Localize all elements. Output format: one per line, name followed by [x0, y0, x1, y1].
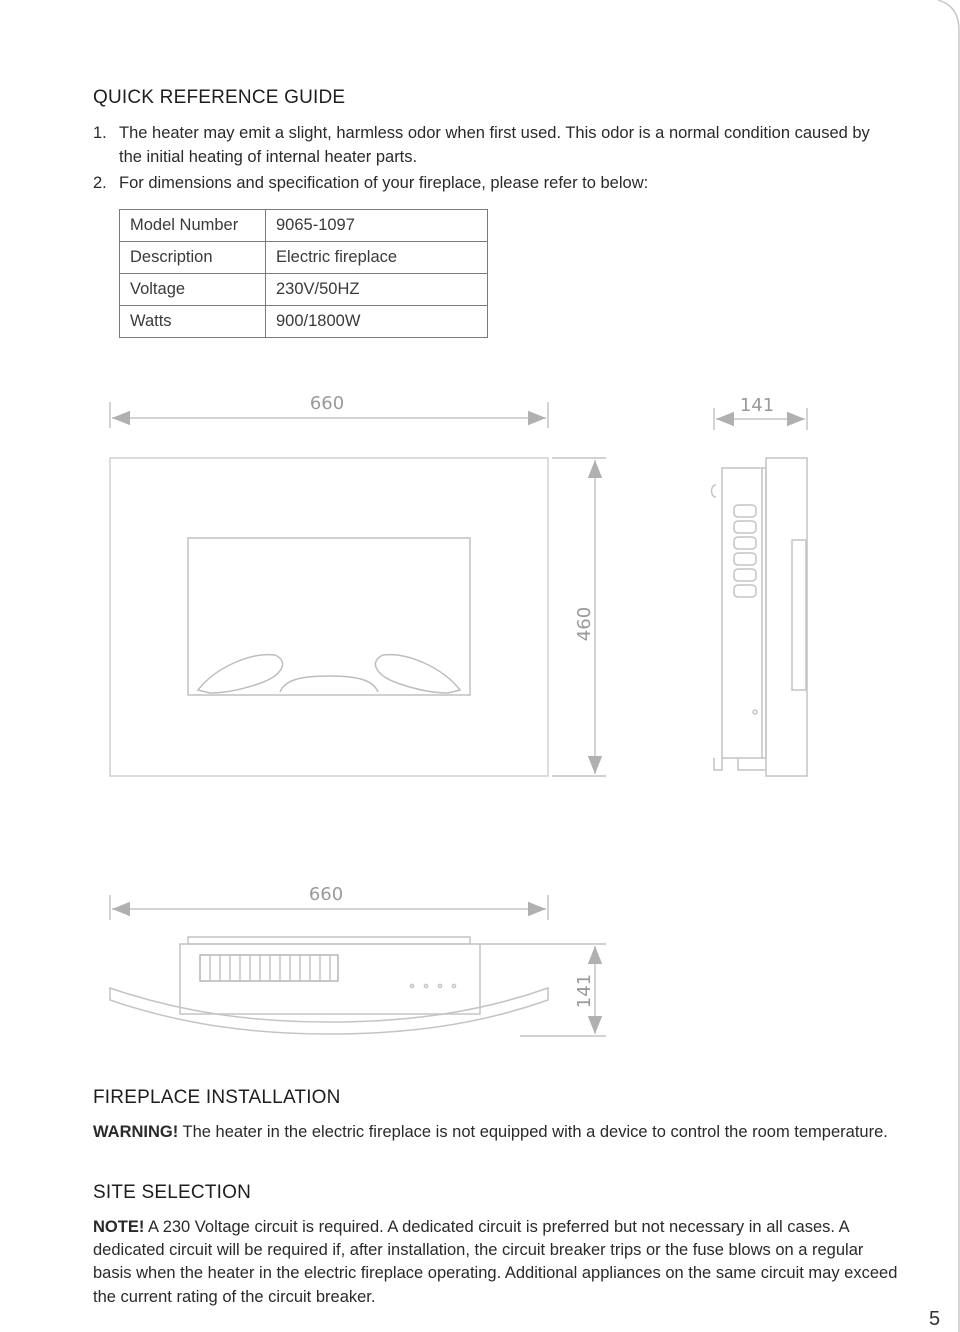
- front-height-label: 460: [574, 606, 595, 642]
- warning-paragraph: [93, 1121, 903, 1144]
- spec-label: Voltage: [120, 274, 266, 306]
- list-item: [93, 121, 893, 169]
- table-row: [120, 210, 488, 242]
- list-item: [93, 171, 893, 195]
- note-label: NOTE!: [93, 1218, 145, 1236]
- list-text: For dimensions and specification of your fireplace, please refer to below:: [119, 174, 649, 192]
- installation-heading: FIREPLACE INSTALLATION: [93, 1087, 341, 1108]
- note-paragraph: [93, 1216, 903, 1309]
- spec-value: 9065-1097: [266, 210, 488, 242]
- side-depth-label: 141: [739, 395, 775, 416]
- quick-reference-heading: QUICK REFERENCE GUIDE: [93, 87, 346, 108]
- site-selection-heading: SITE SELECTION: [93, 1182, 252, 1203]
- warning-label: WARNING!: [93, 1123, 179, 1141]
- front-width-label: 660: [309, 393, 345, 414]
- spec-table: [119, 209, 488, 338]
- list-number: 2.: [93, 174, 107, 192]
- spec-label: Description: [120, 242, 266, 274]
- top-width-label: 660: [308, 884, 344, 905]
- page-number: 5: [929, 1308, 941, 1330]
- spec-value: 900/1800W: [266, 306, 488, 338]
- list-text: The heater may emit a slight, harmless odor when first used. This odor is a normal condition caused by the initial heating of internal heater parts.: [119, 124, 870, 166]
- warning-text: The heater in the electric fireplace is not equipped with a device to control the room temperature.: [178, 1123, 888, 1141]
- table-row: [120, 242, 488, 274]
- spec-label: Watts: [120, 306, 266, 338]
- top-view-drawing: [110, 895, 606, 1036]
- top-depth-label: 141: [574, 973, 595, 1009]
- quick-reference-list: [93, 121, 893, 195]
- front-view-drawing: [110, 402, 606, 776]
- dimension-drawings: [0, 370, 960, 1060]
- spec-value: 230V/50HZ: [266, 274, 488, 306]
- side-view-drawing: [712, 408, 808, 776]
- list-number: 1.: [93, 124, 107, 142]
- spec-label: Model Number: [120, 210, 266, 242]
- spec-value: Electric fireplace: [266, 242, 488, 274]
- table-row: [120, 306, 488, 338]
- table-row: [120, 274, 488, 306]
- note-text: A 230 Voltage circuit is required. A dedicated circuit is preferred but not necessary in all cases. A dedicated circuit will be required if, after installation, the circuit breaker trips or the fuse blows on a regular basis when the heater in the electric fireplace operating. Additional appliances on the same circuit may exceed the current rating of the circuit breaker.: [93, 1218, 898, 1306]
